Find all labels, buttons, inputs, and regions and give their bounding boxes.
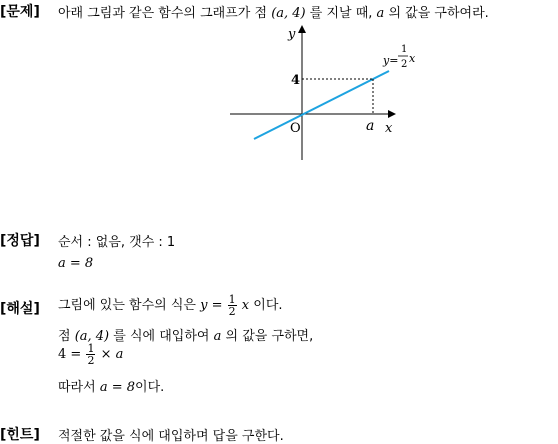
y-axis-label: y	[288, 27, 296, 42]
solution-l3-num: 1	[87, 342, 95, 355]
line-label-prefix: y=	[383, 54, 399, 67]
solution-l3-left: 4 =	[58, 347, 82, 362]
problem-point: (a, 4)	[271, 6, 306, 21]
solution-l4-eq: a = 8	[99, 380, 136, 395]
x-tick-label: a	[366, 118, 375, 134]
solution-l1-fraction	[228, 294, 237, 317]
y-tick-label: 4	[291, 73, 301, 88]
solution-line-2	[58, 325, 313, 344]
solution-l2-point: (a, 4)	[74, 329, 110, 344]
line-label-var: x	[409, 52, 416, 65]
solution-l1-before: 그림에 있는 함수의 식은	[58, 298, 196, 313]
solution-line-3	[58, 343, 123, 366]
x-axis-label: x	[385, 121, 393, 136]
solution-l2-before: 점	[58, 329, 71, 344]
hint-tag: [힌트]	[0, 427, 40, 443]
solution-l1-eq: y =	[200, 298, 223, 313]
solution-l3-fraction	[86, 343, 95, 366]
problem-text-mid: 를 지날 때,	[309, 6, 373, 21]
solution-l2-after: 의 값을 구하면,	[225, 329, 314, 344]
line-label-num: 1	[401, 44, 408, 55]
solution-l2-mid: 를 식에 대입하여	[113, 329, 210, 344]
hint-text: 적절한 값을 식에 대입하며 답을 구한다.	[58, 429, 284, 444]
solution-l3-right: × a	[100, 347, 124, 362]
answer-line-2: a = 8	[58, 256, 94, 271]
solution-l1-var: x	[241, 298, 250, 313]
solution-l1-num: 1	[228, 293, 236, 306]
answer-tag: [정답]	[0, 233, 40, 249]
problem-var: a	[376, 6, 385, 21]
solution-l4-after: 이다.	[135, 380, 165, 395]
solution-l4-before: 따라서	[58, 380, 96, 395]
answer-line-1: 순서 : 없음, 갯수 : 1	[58, 235, 176, 250]
solution-line-4	[58, 376, 164, 395]
solution-l2-var: a	[213, 329, 222, 344]
problem-tag: [문제]	[0, 4, 40, 20]
problem-text-before: 아래 그림과 같은 함수의 그래프가 점	[58, 6, 268, 21]
solution-l3-den: 2	[87, 354, 95, 367]
solution-l1-after: 이다.	[253, 298, 283, 313]
solution-l1-den: 2	[228, 305, 236, 318]
solution-line-1	[58, 294, 283, 317]
problem-text-after: 의 값을 구하여라.	[388, 6, 489, 21]
origin-label: O	[290, 121, 301, 136]
solution-tag: [해설]	[0, 301, 40, 317]
line-label-den: 2	[401, 59, 408, 70]
